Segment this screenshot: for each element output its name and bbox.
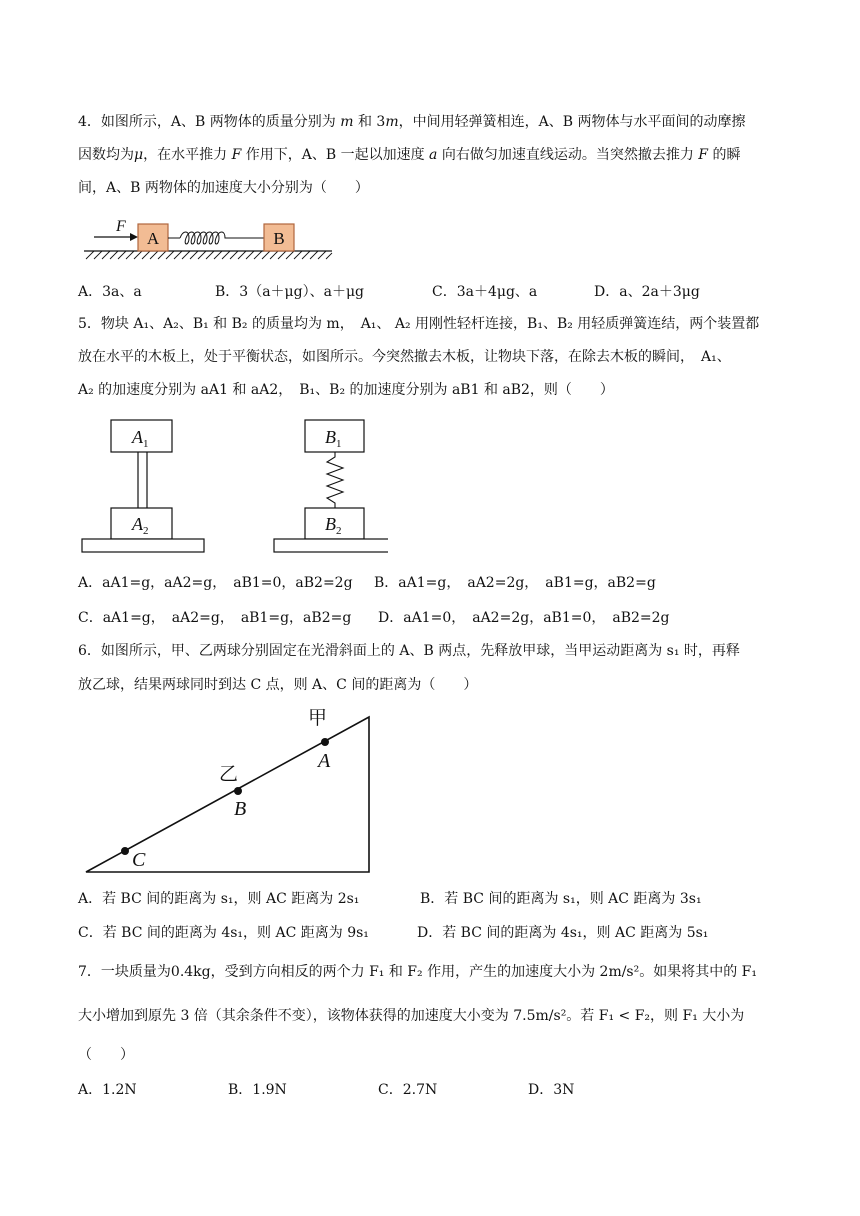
block-a1-label: $A_1$: [132, 427, 149, 450]
q6-option-b: B．若 BC 间的距离为 s₁，则 AC 距离为 3s₁: [420, 891, 702, 907]
ball-b: [234, 787, 242, 795]
q4-line2: 因数均为μ，在水平推力 F 作用下，A、B 一起以加速度 a 向右做匀加速直线运动。当突然撤去推力 F 的瞬: [78, 147, 741, 163]
q7-line2: 大小增加到原先 3 倍（其余条件不变），该物体获得的加速度大小变为 7.5m/s²。若 F₁ < F₂，则 F₁ 大小为: [78, 1008, 745, 1024]
q5-option-c: C．aA1=g， aA2=g， aB1=g，aB2=g: [78, 610, 352, 626]
q7-option-c: C．2.7N: [378, 1082, 438, 1098]
label-a: A: [318, 750, 331, 772]
q4-line3: 间，A、B 两物体的加速度大小分别为（ ）: [78, 180, 369, 196]
ball-a: [321, 738, 329, 746]
label-jia: 甲: [308, 708, 328, 729]
label-yi: 乙: [219, 764, 239, 785]
q6-option-d: D．若 BC 间的距离为 4s₁，则 AC 距离为 5s₁: [417, 925, 709, 941]
q4-option-b: B．3（a＋μg）、a＋μg: [215, 284, 365, 300]
q4-option-d: D．a、2a＋3μg: [594, 284, 700, 300]
spring-zigzag: [327, 452, 343, 508]
arrow-head-icon: [130, 233, 138, 241]
q7-option-b: B．1.9N: [228, 1082, 287, 1098]
block-b2-label: $B_2$: [325, 514, 342, 537]
block-b-label: B: [273, 229, 285, 248]
force-label: F: [116, 218, 126, 235]
q7-option-a: A．1.2N: [78, 1082, 137, 1098]
q5-option-b: B．aA1=g， aA2=2g， aB1=g，aB2=g: [374, 575, 656, 591]
q4-figure: [78, 212, 338, 264]
q6-option-c: C．若 BC 间的距离为 4s₁，则 AC 距离为 9s₁: [78, 925, 369, 941]
block-a-label: A: [146, 229, 160, 248]
block-b1-label: $B_1$: [325, 427, 342, 450]
label-b: B: [234, 798, 247, 820]
spring-coil: [168, 232, 264, 244]
q5-line2: 放在水平的木板上，处于平衡状态，如图所示。今突然撤去木板，让物块下落，在除去木板的瞬间， A₁、: [78, 349, 731, 365]
ground-hatching: [86, 251, 332, 259]
q5-option-a: A．aA1=g，aA2=g， aB1=0，aB2=2g: [78, 575, 353, 591]
point-c: [121, 847, 129, 855]
label-c: C: [132, 849, 146, 871]
q7-line1: 7．一块质量为0.4kg，受到方向相反的两个力 F₁ 和 F₂ 作用，产生的加速度大小为 2m/s²。如果将其中的 F₁: [78, 964, 758, 980]
q4-line1: 4．如图所示，A、B 两物体的质量分别为 m 和 3m，中间用轻弹簧相连，A、B 两物体与水平面间的动摩擦: [78, 114, 746, 130]
q6-line1: 6．如图所示，甲、乙两球分别固定在光滑斜面上的 A、B 两点，先释放甲球，当甲运动距离为 s₁ 时，再释: [78, 643, 740, 659]
q6-option-a: A．若 BC 间的距离为 s₁，则 AC 距离为 2s₁: [78, 891, 360, 907]
q6-figure: [78, 702, 378, 877]
block-a2-label: $A_2$: [132, 514, 149, 537]
board-left: [82, 539, 204, 552]
q7-line3: （ ）: [78, 1047, 134, 1063]
q5-line1: 5．物块 A₁、A₂、B₁ 和 B₂ 的质量均为 m， A₁、 A₂ 用刚性轻杆连接，B₁、B₂ 用轻质弹簧连结，两个装置都: [78, 316, 760, 332]
q5-option-d: D．aA1=0， aA2=2g，aB1=0， aB2=2g: [378, 610, 670, 626]
q5-line3: A₂ 的加速度分别为 aA1 和 aA2， B₁、B₂ 的加速度分别为 aB1 和 aB2，则（ ）: [78, 382, 614, 398]
q4-option-a: A．3a、a: [78, 284, 142, 300]
q6-line2: 放乙球，结果两球同时到达 C 点，则 A、C 间的距离为（ ）: [78, 677, 478, 693]
q7-option-d: D．3N: [528, 1082, 575, 1098]
q5-figure: [78, 416, 388, 558]
board-right: [274, 539, 388, 552]
q4-option-c: C．3a＋4μg、a: [432, 284, 538, 300]
